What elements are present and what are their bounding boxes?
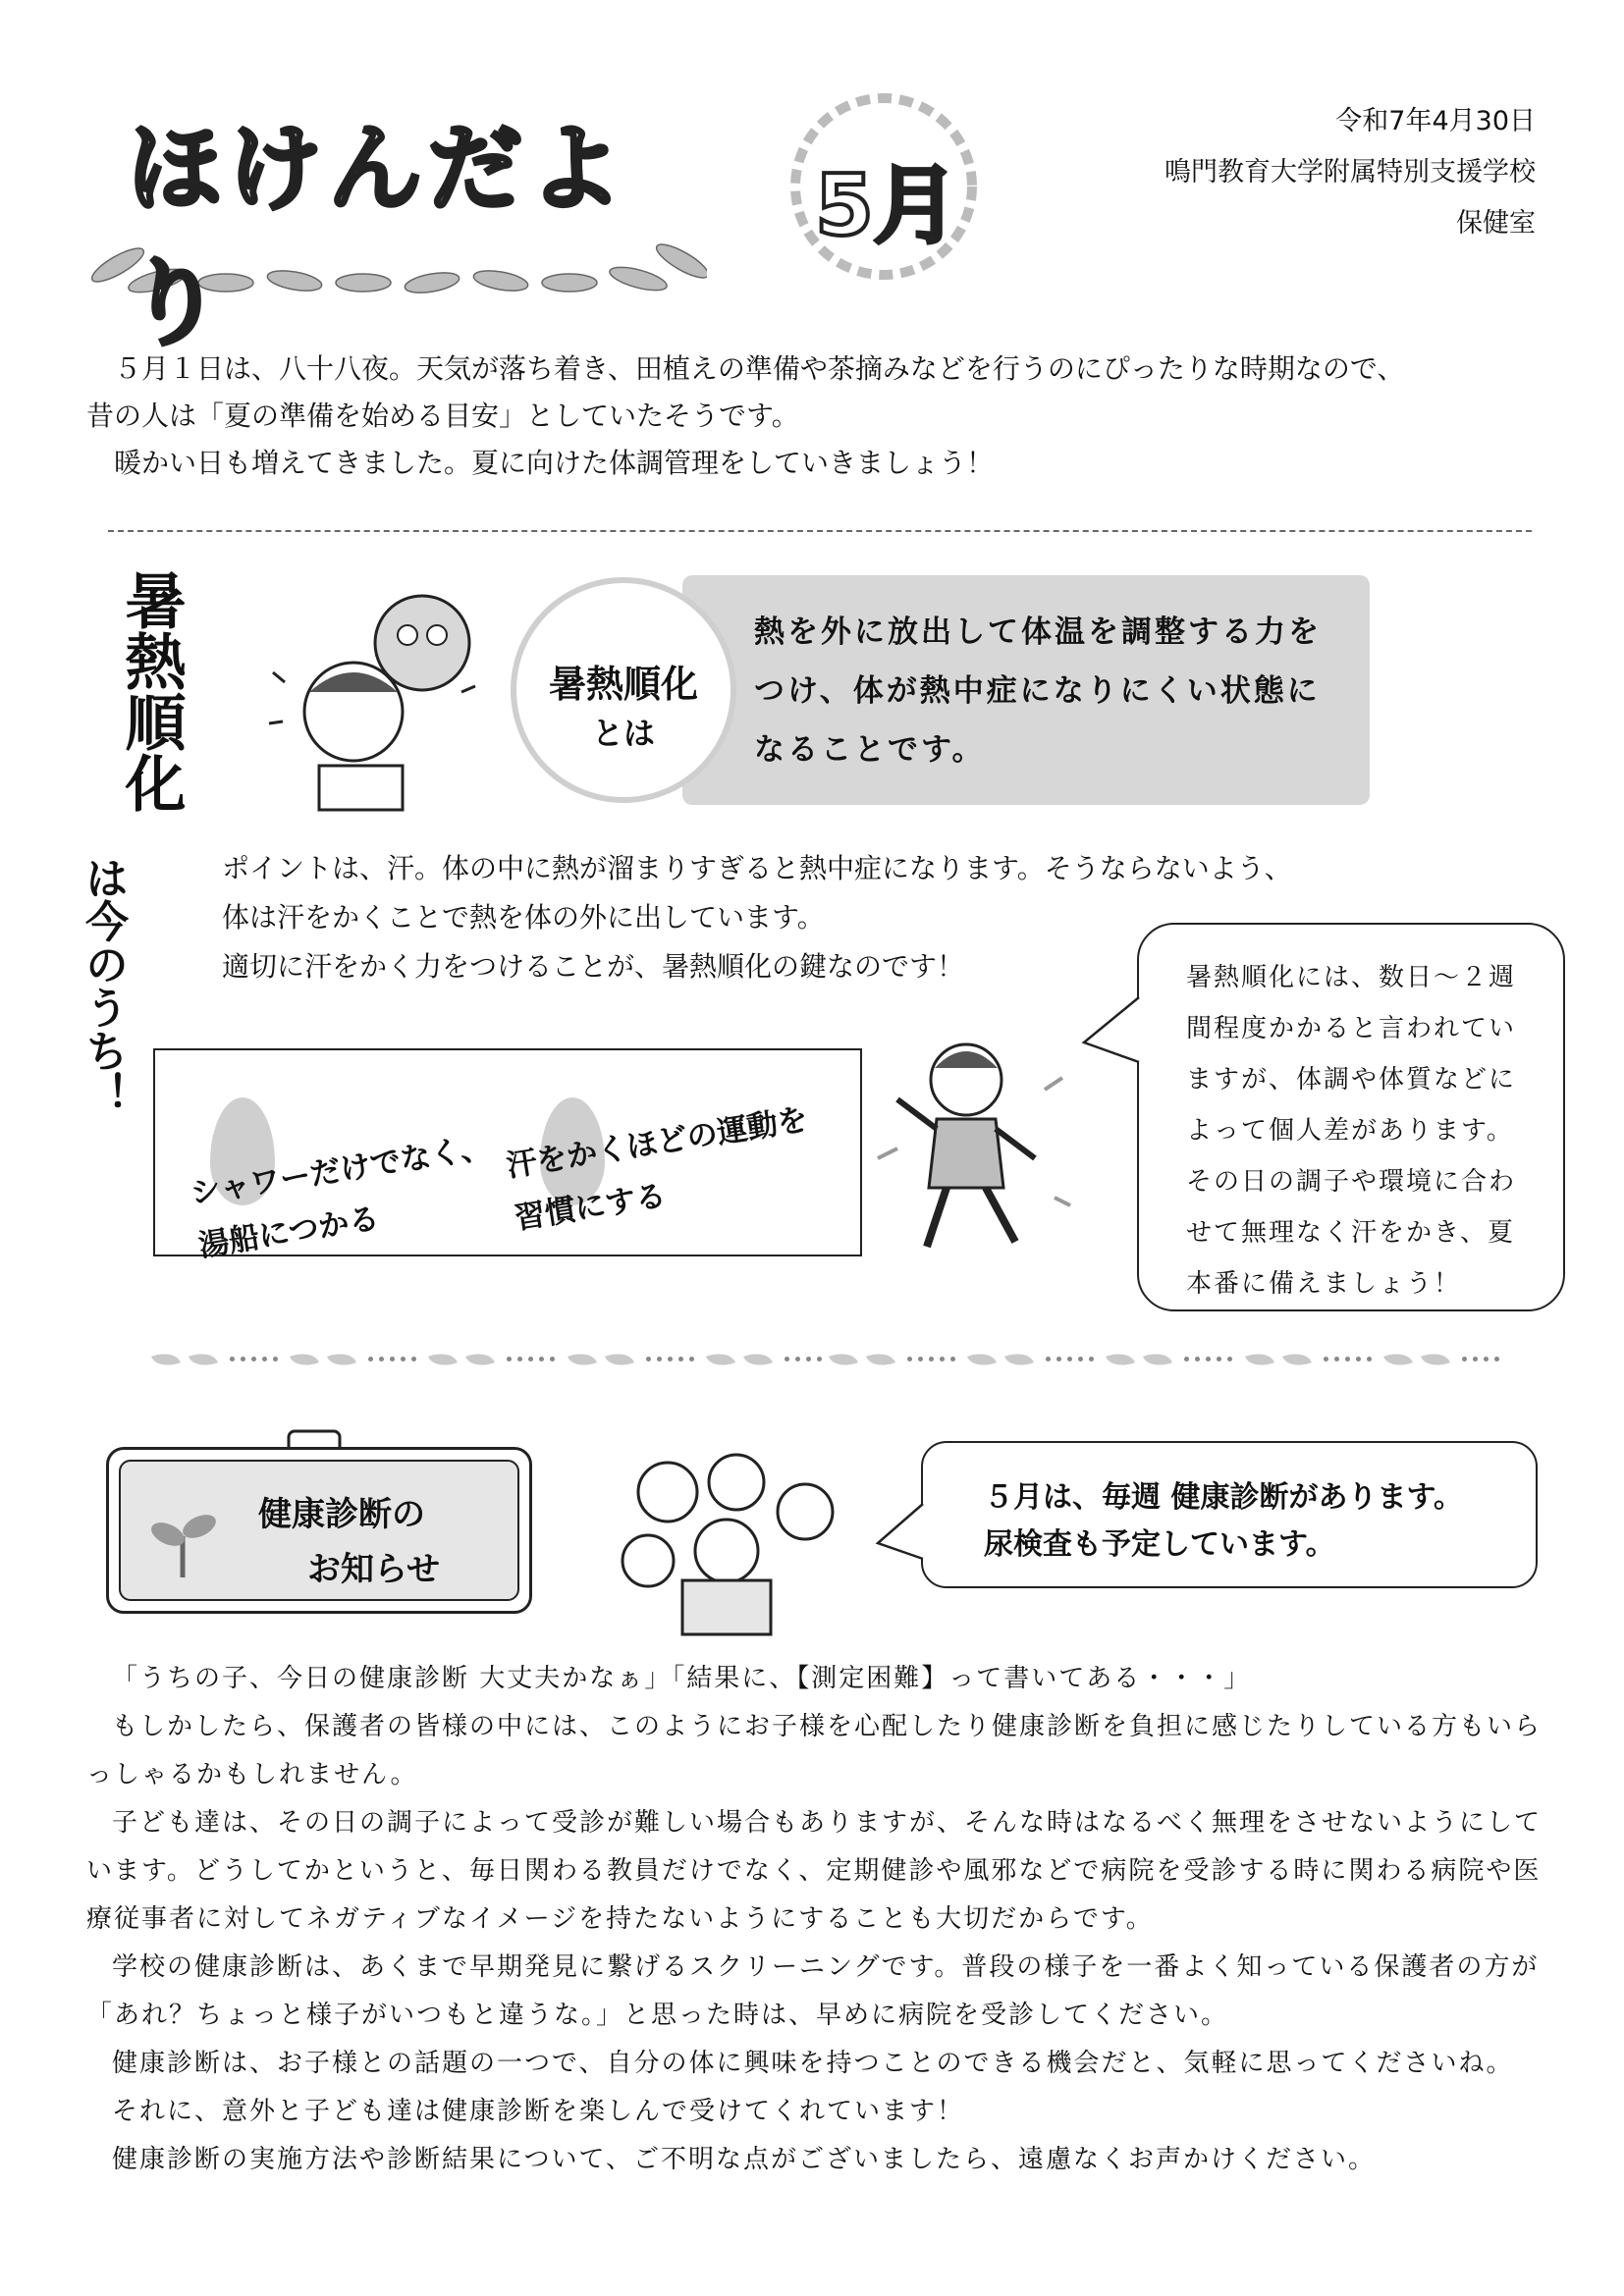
body-paragraph: もしかしたら、保護者の皆様の中には、このようにお子様を心配したり健康診断を負担に感じたりしている方もいらっしゃるかもしれません。 <box>86 1712 1543 1789</box>
bubble-line: その日の調子や環境に合わ <box>1186 1167 1517 1197</box>
body-paragraph: 学校の健康診断は、あくまで早期発見に繋げるスクリーニングです。普段の様子を一番よく知っている保護者の方が「あれ？ちょっと様子がいつもと違うな。」と思った時は、早めに病院を受診してください。 <box>86 1952 1540 2030</box>
leaf-divider-left <box>147 1349 825 1388</box>
tip-line: 湯船につかる <box>195 1201 382 1264</box>
leaf-icon <box>706 1348 735 1371</box>
medical-staff-illustration <box>589 1433 854 1639</box>
office-name: 保健室 <box>1456 208 1536 239</box>
definition-line: なることです。 <box>754 732 986 768</box>
title-decoration <box>79 88 707 358</box>
bubble-line: 間程度かかると言われてい <box>1186 1014 1517 1043</box>
leaf-icon <box>1282 1348 1312 1371</box>
checkup-notice-sign <box>106 1447 532 1614</box>
tips-box <box>153 1048 862 1264</box>
definition-term: 暑熱順化 <box>548 663 698 706</box>
leaf-icon <box>1004 1348 1034 1371</box>
bubble-tail <box>874 1500 927 1569</box>
bubble-line: よって個人差があります。 <box>1186 1116 1514 1146</box>
leaf-icon <box>1143 1348 1172 1371</box>
leaf-icon <box>829 1348 858 1371</box>
tip-line: 習慣にする <box>512 1177 669 1237</box>
sweating-boy-illustration <box>265 574 481 820</box>
notice-line: 健康診断の <box>258 1495 425 1534</box>
newsletter-title: ほけんだより <box>128 114 628 358</box>
heat-vertical-subtitle: は今のうち！ <box>78 856 128 1115</box>
leaf-icon <box>1106 1348 1135 1371</box>
point-line: ポイントは、汗。体の中に熱が溜まりすぎると熱中症になります。そうならないよう、 <box>222 852 1292 884</box>
definition-suffix: とは <box>591 715 655 752</box>
tip-line: 汗をかくほどの運動を <box>504 1101 811 1185</box>
leaf-icon <box>290 1348 319 1371</box>
leaf-icon <box>428 1348 458 1371</box>
body-paragraph: 健康診断は、お子様との話題の一つで、自分の体に興味を持つことのできる機会だと、気軽に思ってくださいね。 <box>112 2049 1514 2078</box>
bubble-tail <box>1080 991 1145 1070</box>
checkup-body-text <box>86 1655 1549 2184</box>
definition-badge <box>511 577 736 803</box>
definition-line: 熱を外に放出して体温を調整する力を <box>754 614 1322 650</box>
bubble-line: 本番に備えましょう！ <box>1186 1269 1462 1299</box>
body-paragraph: 「うちの子、今日の健康診断 大丈夫かなぁ」「結果に、【測定困難】って書いてある・・・」 <box>112 1664 1252 1693</box>
section-divider <box>108 530 1532 532</box>
issue-date: 令和7年4月30日 <box>1335 106 1536 136</box>
definition-text <box>754 603 1353 779</box>
intro-line: ５月１日は、八十八夜。天気が落ち着き、田植えの準備や茶摘みなどを行うのにぴったりな時期なので、 <box>114 352 1405 385</box>
definition-line: つけ、体が熱中症になりにくい状態に <box>754 673 1321 709</box>
body-paragraph: 健康診断の実施方法や診断結果について、ご不明な点がございましたら、遠慮なくお声かけください。 <box>112 2145 1376 2174</box>
leaf-icon <box>568 1348 597 1371</box>
bubble-line: ますが、体調や体質などに <box>1186 1065 1517 1095</box>
leaf-icon <box>1245 1348 1274 1371</box>
checkup-speech-bubble <box>921 1441 1538 1588</box>
body-paragraph: それに、意外と子ども達は健康診断を楽しんで受けてくれています！ <box>112 2097 965 2126</box>
leaf-divider-right <box>825 1349 1502 1388</box>
month-label: 5月 <box>815 157 958 255</box>
leaf-icon <box>151 1348 181 1371</box>
bubble-line: せて無理なく汗をかき、夏 <box>1186 1218 1515 1248</box>
leaf-icon <box>1383 1348 1413 1371</box>
intro-line: 昔の人は「夏の準備を始める目安」としていたそうです。 <box>86 400 799 432</box>
school-name: 鳴門教育大学附属特別支援学校 <box>1164 157 1536 187</box>
tip-line: シャワーだけでなく、 <box>188 1129 494 1212</box>
leaf-icon <box>465 1348 495 1371</box>
month-decoration <box>776 79 992 285</box>
bubble-line: ５月は、毎週 健康診断があります。 <box>984 1480 1464 1515</box>
notice-line: お知らせ <box>307 1550 440 1589</box>
header-info <box>1164 96 1536 249</box>
leaf-icon <box>605 1348 634 1371</box>
intro-text <box>86 346 1530 487</box>
running-boy-illustration <box>868 1021 1074 1266</box>
leaf-icon <box>743 1348 773 1371</box>
point-line: 適切に汗をかく力をつけることが、暑熱順化の鍵なのです！ <box>222 950 965 983</box>
sprout-icon <box>148 1501 217 1579</box>
leaf-icon <box>327 1348 356 1371</box>
leaf-icon <box>1421 1348 1450 1371</box>
point-line: 体は汗をかくことで熱を体の外に出しています。 <box>222 901 825 934</box>
acclimatization-speech-bubble <box>1137 923 1565 1311</box>
leaf-icon <box>189 1348 218 1371</box>
bubble-line: 尿検査も予定しています。 <box>984 1527 1335 1562</box>
leaf-icon <box>866 1348 895 1371</box>
heat-vertical-title: 暑熱順化 <box>115 569 187 813</box>
bubble-line: 暑熱順化には、数日〜２週 <box>1186 963 1517 992</box>
leaf-icon <box>967 1348 997 1371</box>
body-paragraph: 子ども達は、その日の調子によって受診が難しい場合もありますが、そんな時はなるべく無理をさせないようにしています。どうしてかというと、毎日関わる教員だけでなく、定期健診や風邪などで病院を受診する時に関わる病院や医療従事者に対してネガティブなイメージを持たないようにすることも大切だからです。 <box>86 1808 1543 1934</box>
intro-line: 暖かい日も増えてきました。夏に向けた体調管理をしていきましょう！ <box>114 447 995 479</box>
